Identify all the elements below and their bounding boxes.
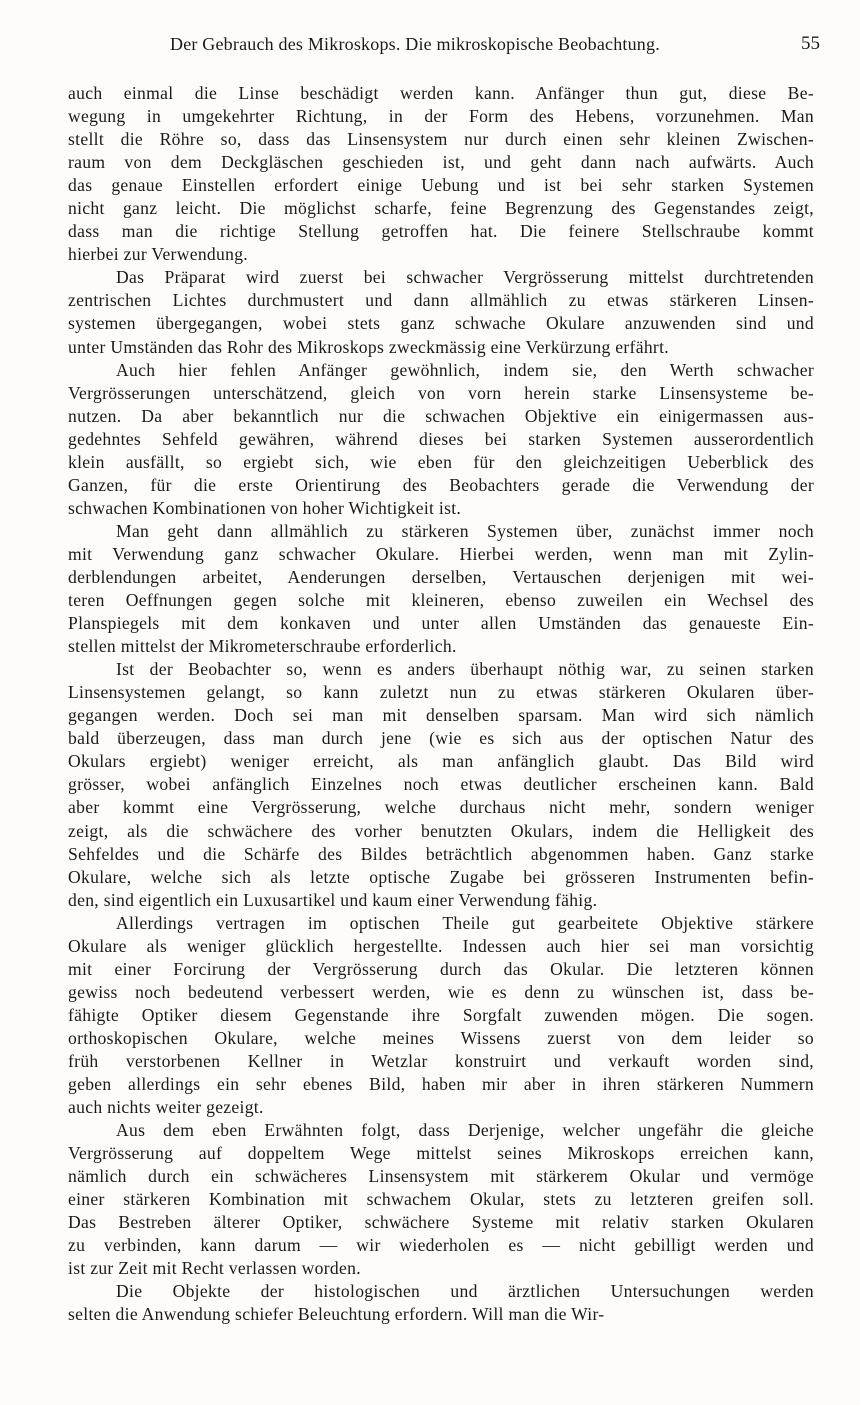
- paragraph: [68, 1119, 814, 1280]
- text-line: mit Verwendung ganz schwacher Okulare. Hierbei werden, wenn man mit Zylin-: [68, 543, 814, 564]
- paragraph: [68, 1280, 814, 1326]
- text-line: schwachen Kombinationen von hoher Wichtigkeit ist.: [68, 497, 462, 518]
- text-line: Das Präparat wird zuerst bei schwacher Vergrösserung mittelst durchtretenden: [116, 267, 814, 288]
- text-line: zentrischen Lichtes durchmustert und dann allmählich zu etwas stärkeren Linsen-: [68, 290, 814, 311]
- paragraph: [68, 520, 814, 658]
- text-line: einer stärkeren Kombination mit schwachem Okular, stets zu letzteren greifen soll.: [68, 1189, 814, 1210]
- text-line: grösser, wobei anfänglich Einzelnes noch etwas deutlicher erscheinen kann. Bald: [68, 774, 814, 795]
- text-line: nicht ganz leicht. Die möglichst scharfe, feine Begrenzung des Gegenstandes zeigt,: [68, 198, 814, 219]
- text-line: auch nichts weiter gezeigt.: [68, 1097, 264, 1118]
- text-line: Die Objekte der histologischen und ärztlichen Untersuchungen werden: [116, 1281, 814, 1302]
- page-number: 55: [801, 33, 820, 54]
- text-line: wegung in umgekehrter Richtung, in der Form des Hebens, vorzunehmen. Man: [68, 106, 814, 127]
- text-line: Planspiegels mit dem konkaven und unter allen Umständen das genaueste Ein-: [68, 613, 814, 634]
- paragraph: [68, 82, 814, 266]
- text-line: systemen übergegangen, wobei stets ganz schwache Okulare anzuwenden sind und: [68, 313, 814, 334]
- text-line: mit einer Forcirung der Vergrösserung durch das Okular. Die letzteren können: [68, 958, 814, 979]
- running-head: [68, 30, 820, 58]
- text-line: raum von dem Deckgläschen geschieden ist, und geht dann nach aufwärts. Auch: [68, 152, 814, 173]
- text-line: gegangen werden. Doch sei man mit denselben sparsam. Man wird sich nämlich: [68, 705, 814, 726]
- paragraph: [68, 658, 814, 912]
- paragraph: [68, 359, 814, 520]
- text-line: hierbei zur Verwendung.: [68, 244, 249, 265]
- body-text: [68, 82, 814, 1327]
- text-line: Auch hier fehlen Anfänger gewöhnlich, indem sie, den Werth schwacher: [116, 359, 814, 380]
- text-line: selten die Anwendung schiefer Beleuchtung erfordern. Will man die Wir-: [68, 1304, 605, 1325]
- text-line: zu verbinden, kann darum — wir wiederholen es — nicht gebilligt werden und: [68, 1235, 814, 1256]
- text-line: nutzen. Da aber bekanntlich nur die schwachen Objektive ein einigermassen aus-: [68, 405, 814, 426]
- text-line: Sehfeldes und die Schärfe des Bildes beträchtlich abgenommen haben. Ganz starke: [68, 843, 814, 864]
- text-line: Aus dem eben Erwähnten folgt, dass Derjenige, welcher ungefähr die gleiche: [116, 1120, 814, 1141]
- text-line: unter Umständen das Rohr des Mikroskops zweckmässig eine Verkürzung erfährt.: [68, 336, 669, 357]
- text-line: stellt die Röhre so, dass das Linsensystem nur durch einen sehr kleinen Zwischen-: [68, 129, 814, 150]
- text-line: ist zur Zeit mit Recht verlassen worden.: [68, 1258, 361, 1279]
- text-line: Ist der Beobachter so, wenn es anders überhaupt nöthig war, zu seinen starken: [116, 659, 814, 680]
- text-line: gewiss noch bedeutend verbessert werden, wie es denn zu wünschen ist, dass be-: [68, 981, 814, 1002]
- text-line: stellen mittelst der Mikrometerschraube erforderlich.: [68, 636, 457, 657]
- text-line: Das Bestreben älterer Optiker, schwächere Systeme mit relativ starken Okularen: [68, 1212, 814, 1233]
- text-line: nämlich durch ein schwächeres Linsensystem mit stärkerem Okular und vermöge: [68, 1166, 814, 1187]
- text-line: fähigte Optiker diesem Gegenstande ihre Sorgfalt zuwenden mögen. Die sogen.: [68, 1004, 814, 1025]
- text-line: klein ausfällt, so ergiebt sich, wie eben für den gleichzeitigen Ueberblick des: [68, 451, 814, 472]
- text-line: zeigt, als die schwächere des vorher benutzten Okulars, indem die Helligkeit des: [68, 820, 814, 841]
- text-line: gedehntes Sehfeld gewähren, während dieses bei starken Systemen ausserordentlich: [68, 428, 814, 449]
- text-line: Okulare als weniger glücklich hergestellte. Indessen auch hier sei man vorsichtig: [68, 935, 814, 956]
- paragraph: [68, 266, 814, 358]
- text-line: früh verstorbenen Kellner in Wetzlar konstruirt und verkauft worden sind,: [68, 1050, 814, 1071]
- text-line: dass man die richtige Stellung getroffen hat. Die feinere Stellschraube kommt: [68, 221, 814, 242]
- text-line: Linsensystemen gelangt, so kann zuletzt nun zu etwas stärkeren Okularen über-: [68, 682, 814, 703]
- text-line: Vergrösserungen unterschätzend, gleich von vorn herein starke Linsensysteme be-: [68, 382, 814, 403]
- text-line: Ganzen, für die erste Orientirung des Beobachters gerade die Verwendung der: [68, 474, 814, 495]
- text-line: Man geht dann allmählich zu stärkeren Systemen über, zunächst immer noch: [116, 520, 814, 541]
- text-line: Okulare, welche sich als letzte optische Zugabe bei grösseren Instrumenten befin-: [68, 866, 814, 887]
- running-title: Der Gebrauch des Mikroskops. Die mikroskopische Beobachtung.: [170, 34, 660, 54]
- text-line: derblendungen arbeitet, Aenderungen derselben, Vertauschen derjenigen mit wei-: [68, 566, 814, 587]
- text-line: auch einmal die Linse beschädigt werden kann. Anfänger thun gut, diese Be-: [68, 83, 814, 103]
- text-line: orthoskopischen Okulare, welche meines Wissens zuerst von dem leider so: [68, 1027, 814, 1048]
- text-line: Okulars ergiebt) weniger erreicht, als man anfänglich glaubt. Das Bild wird: [68, 751, 814, 772]
- text-line: den, sind eigentlich ein Luxusartikel und kaum einer Verwendung fähig.: [68, 889, 598, 910]
- text-line: Allerdings vertragen im optischen Theile gut gearbeitete Objektive stärkere: [116, 912, 814, 933]
- text-line: das genaue Einstellen erfordert einige Uebung und ist bei sehr starken Systemen: [68, 175, 814, 196]
- text-line: aber kommt eine Vergrösserung, welche durchaus nicht mehr, sondern weniger: [68, 797, 814, 818]
- paragraph: [68, 912, 814, 1119]
- text-line: bald überzeugen, dass man durch jene (wie es sich aus der optischen Natur des: [68, 728, 814, 749]
- text-line: Vergrösserung auf doppeltem Wege mittelst seines Mikroskops erreichen kann,: [68, 1143, 814, 1164]
- text-line: geben allerdings ein sehr ebenes Bild, haben mir aber in ihren stärkeren Nummern: [68, 1074, 814, 1095]
- text-line: teren Oeffnungen gegen solche mit kleineren, ebenso zuweilen ein Wechsel des: [68, 590, 814, 611]
